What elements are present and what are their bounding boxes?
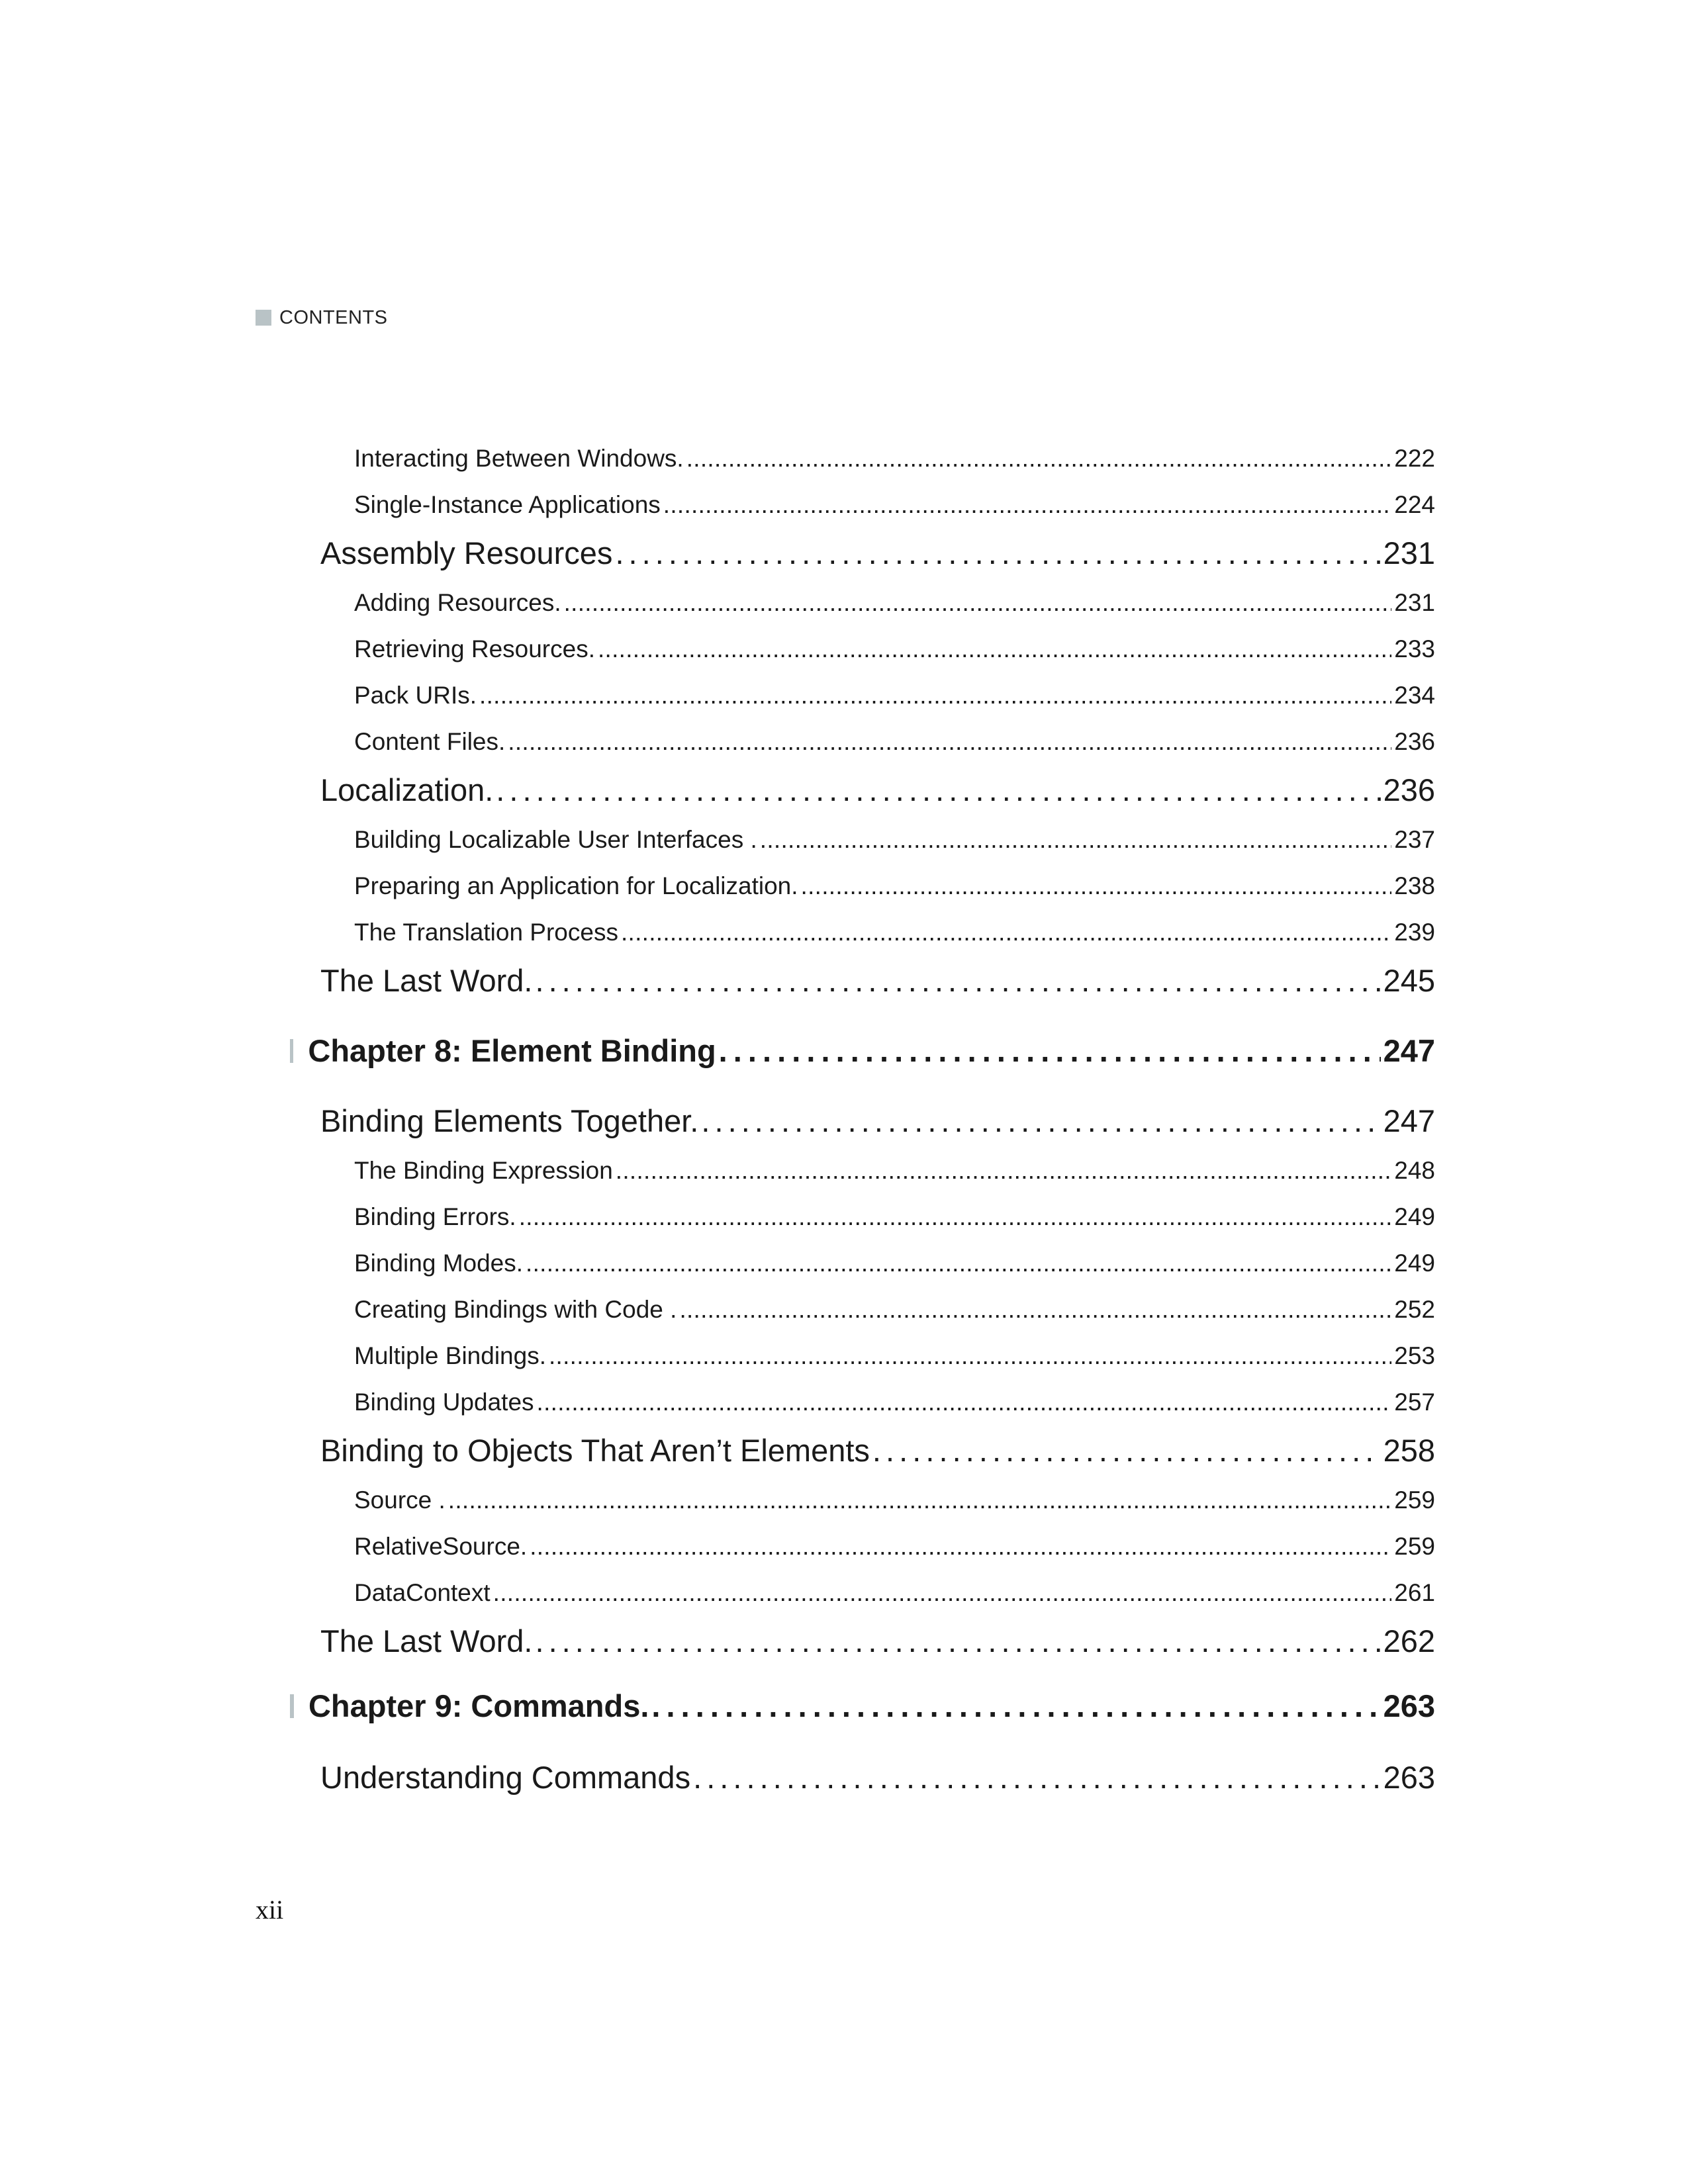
toc-entry[interactable] xyxy=(354,1576,1435,1610)
toc-entry-title: Binding Elements Together. xyxy=(320,1103,699,1138)
toc-entry-title: The Translation Process xyxy=(354,919,618,946)
dot-leader xyxy=(598,633,1391,666)
dot-leader xyxy=(526,1247,1391,1280)
dot-leader xyxy=(872,1431,1381,1471)
toc-entry[interactable] xyxy=(354,586,1435,619)
toc-entry-title: Pack URIs. xyxy=(354,682,477,709)
toc-entry-page: 249 xyxy=(1394,1203,1435,1230)
toc-section-entry[interactable] xyxy=(320,533,1435,573)
dot-leader xyxy=(760,823,1392,856)
page-number: xii xyxy=(256,1895,284,1925)
dot-leader xyxy=(496,770,1380,810)
dot-leader xyxy=(651,1686,1380,1726)
dot-leader xyxy=(493,1576,1392,1610)
toc-entry-title: The Last Word. xyxy=(320,963,533,998)
toc-entry-title: Retrieving Resources. xyxy=(354,635,595,662)
toc-entry-title: Single-Instance Applications xyxy=(354,491,661,518)
toc-entry[interactable] xyxy=(354,916,1435,949)
dot-leader xyxy=(448,1484,1391,1517)
toc-entry-title: Content Files. xyxy=(354,728,506,755)
toc-entry[interactable] xyxy=(354,488,1435,522)
toc-entry-title: Interacting Between Windows. xyxy=(354,445,684,472)
toc-entry-page: 248 xyxy=(1394,1157,1435,1184)
toc-entry-title: Binding to Objects That Aren’t Elements xyxy=(320,1433,870,1468)
toc-entry-page: 249 xyxy=(1394,1250,1435,1277)
toc-chapter-entry[interactable] xyxy=(290,1686,1435,1726)
toc-entry[interactable] xyxy=(354,1340,1435,1373)
toc-entry-page: 236 xyxy=(1394,728,1435,755)
toc-entry-page: 237 xyxy=(1394,826,1435,853)
toc-entry-page: 258 xyxy=(1383,1433,1435,1468)
toc-section-entry[interactable] xyxy=(320,1758,1435,1797)
toc-entry[interactable] xyxy=(354,1484,1435,1517)
toc-entry-page: 231 xyxy=(1394,589,1435,616)
toc-entry-page: 247 xyxy=(1383,1033,1435,1068)
toc-section-entry[interactable] xyxy=(320,1101,1435,1141)
dot-leader xyxy=(701,1101,1380,1141)
toc-entry[interactable] xyxy=(354,725,1435,758)
toc-entry[interactable] xyxy=(354,870,1435,903)
toc-chapter-entry[interactable] xyxy=(290,1031,1435,1071)
toc-entry-page: 239 xyxy=(1394,919,1435,946)
toc-entry[interactable] xyxy=(354,1293,1435,1326)
toc-entry-title: Building Localizable User Interfaces . xyxy=(354,826,757,853)
toc-entry-title: Multiple Bindings. xyxy=(354,1342,546,1369)
toc-entry-page: 231 xyxy=(1383,535,1435,570)
toc-entry-title: Understanding Commands xyxy=(320,1760,691,1795)
dot-leader xyxy=(519,1201,1392,1234)
toc-entry-page: 257 xyxy=(1394,1388,1435,1416)
toc-entry[interactable] xyxy=(354,823,1435,856)
toc-entry[interactable] xyxy=(354,679,1435,712)
toc-entry-title: DataContext xyxy=(354,1579,491,1606)
toc-entry-title: Binding Updates xyxy=(354,1388,534,1416)
toc-entry-page: 259 xyxy=(1394,1486,1435,1514)
toc-section-entry[interactable] xyxy=(320,770,1435,810)
toc-entry-page: 263 xyxy=(1383,1688,1435,1723)
toc-entry-title: Binding Errors. xyxy=(354,1203,516,1230)
toc-entry-page: 252 xyxy=(1394,1296,1435,1323)
dot-leader xyxy=(530,1530,1391,1563)
header-label: CONTENTS xyxy=(279,306,388,328)
dot-leader xyxy=(564,586,1392,619)
toc-entry[interactable] xyxy=(354,633,1435,666)
dot-leader xyxy=(616,1154,1391,1187)
dot-leader xyxy=(535,1621,1380,1661)
dot-leader xyxy=(479,679,1391,712)
toc-entry-title: Adding Resources. xyxy=(354,589,561,616)
toc-entry-title: RelativeSource. xyxy=(354,1533,528,1560)
toc-entry-page: 238 xyxy=(1394,872,1435,899)
toc-entry-title: The Binding Expression xyxy=(354,1157,613,1184)
toc-entry-title: The Last Word. xyxy=(320,1623,533,1659)
dot-leader xyxy=(621,916,1391,949)
dot-leader xyxy=(693,1758,1381,1797)
toc-entry-page: 234 xyxy=(1394,682,1435,709)
toc-entry-title: Binding Modes. xyxy=(354,1250,524,1277)
dot-leader xyxy=(686,442,1392,475)
toc-section-entry[interactable] xyxy=(320,1621,1435,1661)
dot-leader xyxy=(615,533,1380,573)
dot-leader xyxy=(549,1340,1391,1373)
toc-entry-page: 261 xyxy=(1394,1579,1435,1606)
dot-leader xyxy=(537,1386,1392,1419)
dot-leader xyxy=(663,488,1391,522)
toc-entry[interactable] xyxy=(354,1201,1435,1234)
toc-entry-page: 259 xyxy=(1394,1533,1435,1560)
dot-leader xyxy=(719,1031,1381,1071)
dot-leader xyxy=(801,870,1392,903)
toc-entry-page: 253 xyxy=(1394,1342,1435,1369)
toc-entry-page: 236 xyxy=(1383,772,1435,807)
toc-entry-page: 263 xyxy=(1383,1760,1435,1795)
toc-entry-title: Preparing an Application for Localization. xyxy=(354,872,798,899)
toc-entry-title: Assembly Resources xyxy=(320,535,613,570)
toc-entry-title: Chapter 8: Element Binding xyxy=(308,1033,716,1068)
dot-leader xyxy=(679,1293,1391,1326)
toc-entry-title: Localization. xyxy=(320,772,494,807)
toc-entry[interactable] xyxy=(354,1154,1435,1187)
toc-entry-page: 245 xyxy=(1383,963,1435,998)
toc-entry-page: 262 xyxy=(1383,1623,1435,1659)
toc-entry[interactable] xyxy=(354,1530,1435,1563)
toc-entry[interactable] xyxy=(354,1247,1435,1280)
dot-leader xyxy=(508,725,1391,758)
toc-section-entry[interactable] xyxy=(320,1431,1435,1471)
toc-entry[interactable] xyxy=(354,1386,1435,1419)
chapter-square-icon xyxy=(290,1039,293,1063)
toc-entry-page: 222 xyxy=(1394,445,1435,472)
toc-entry-title: Chapter 9: Commands. xyxy=(308,1688,649,1723)
dot-leader xyxy=(535,961,1380,1001)
toc-entry[interactable] xyxy=(354,442,1435,475)
toc-entry-page: 233 xyxy=(1394,635,1435,662)
toc-entry-title: Creating Bindings with Code . xyxy=(354,1296,677,1323)
toc-entry-page: 224 xyxy=(1394,491,1435,518)
toc-section-entry[interactable] xyxy=(320,961,1435,1001)
toc-entry-page: 247 xyxy=(1383,1103,1435,1138)
chapter-square-icon xyxy=(290,1694,294,1718)
toc-entry-title: Source . xyxy=(354,1486,445,1514)
